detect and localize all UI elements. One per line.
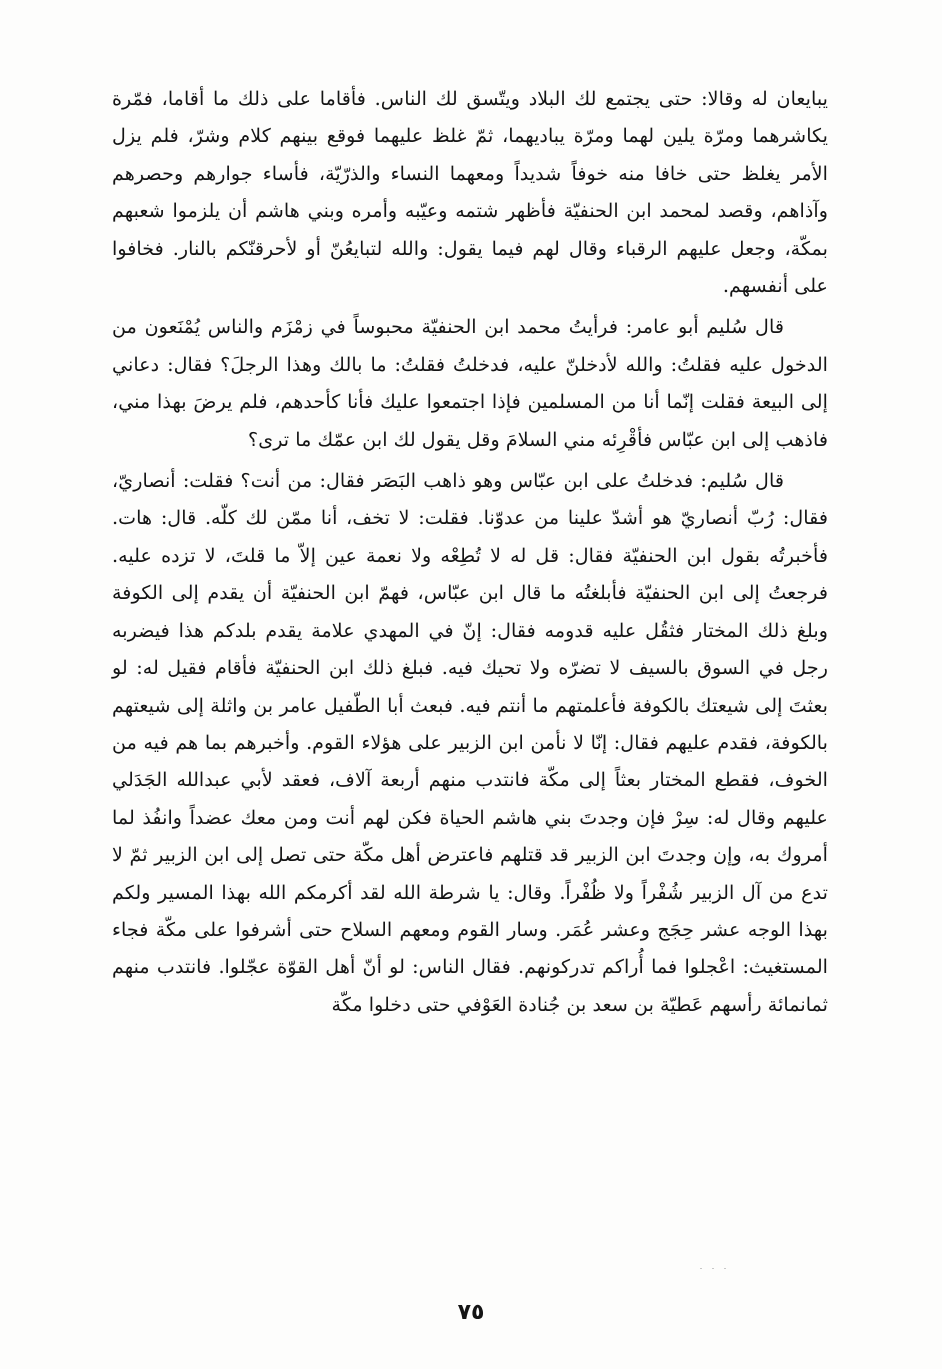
scan-speck [724, 1268, 726, 1269]
page-body-text [112, 80, 828, 1023]
scan-speck [712, 1268, 714, 1269]
page-number: ٧٥ [457, 1300, 485, 1325]
paragraph-1: يبايعان له وقالا: حتى يجتمع لك البلاد ويتّسق لك الناس. فأقاما على ذلك ما أقاما، فمّرة يكاشرهما ومرّة يلين لهما ومرّة يباديهما، ثمّ غلظ عليهما فوقع بينهم كلام وشرّ، فلم يزل الأمر يغلظ حتى خافا منه خوفاً شديداً ومعهما النساء والذرّيّة، فأساء جوارهم وحصرهم وآذاهم، وقصد لمحمد ابن الحنفيّة فأظهر شتمه وعيّبه وأمره وبني هاشم أن يلزموا شعبهم بمكّة، وجعل عليهم الرقباء وقال لهم فيما يقول: والله لتبايعُنّ أو لأحرقنّكم بالنار. فخافوا على أنفسهم. [112, 87, 828, 298]
paragraph-3: قال سُليم: فدخلتُ على ابن عبّاس وهو ذاهب البَصَر فقال: من أنت؟ فقلت: أنصاريّ، فقال: رُبّ أنصاريّ هو أشدّ علينا من عدوّنا. فقلت: لا تخف، أنا ممّن لك كلّه. قال: هات. فأخبرتُه بقول ابن الحنفيّة فقال: قل له لا تُطِعْه ولا نعمة عين إلاّ ما قلتَ، لا تزده عليه. فرجعتُ إلى ابن الحنفيّة فأبلغتُه ما قال ابن عبّاس، فهمّ ابن الحنفيّة أن يقدم إلى الكوفة وبلغ ذلك المختار فثقُل عليه قدومه فقال: إنّ في المهدي علامة يقدم بلدكم هذا فيضربه رجل في السوق بالسيف لا تضرّه ولا تحيك فيه. فبلغ ذلك ابن الحنفيّة فأقام فقيل له: لو بعثتَ إلى شيعتك بالكوفة فأعلمتهم ما أنتم فيه. فبعث أبا الطّفيل عامر بن واثلة إلى شيعتهم بالكوفة، فقدم عليهم فقال: إنّا لا نأمن ابن الزبير على هؤلاء القوم. وأخبرهم بما هم فيه من الخوف، فقطع المختار بعثاً إلى مكّة فانتدب منهم أربعة آلاف، فعقد لأبي عبدالله الجَدَلي عليهم وقال له: سِرْ فإن وجدتَ بني هاشم الحياة فكن لهم أنت ومن معك عضداً وانفُذ لما أمروك به، وإن وجدتَ ابن الزبير قد قتلهم فاعترض أهل مكّة حتى تصل إلى ابن الزبير ثمّ لا تدع من آل الزبير شُفْراً ولا ظُفْراً. وقال: يا شرطة الله لقد أكرمكم الله بهذا المسير ولكم بهذا الوجه عشر حِجَج وعشر عُمَر. وسار القوم ومعهم السلاح حتى أشرفوا على مكّة فجاء المستغيث: اعْجلوا فما أُراكم تدركونهم. فقال الناس: لو أنّ أهل القوّة عجّلوا. فانتدب منهم ثمانمائة رأسهم عَطيّة بن سعد بن جُنادة العَوْفي حتى دخلوا مكّة [112, 469, 828, 1016]
paragraph-2: قال سُليم أبو عامر: فرأيتُ محمد ابن الحنفيّة محبوساً في زمْزَم والناس يُمْنَعون من الدخول عليه فقلتُ: والله لأدخلنّ عليه، فدخلتُ فقلتُ: ما بالك وهذا الرجلَ؟ فقال: دعاني إلى البيعة فقلت إنّما أنا من المسلمين فإذا اجتمعوا عليك فأنا كأحدهم، فلم يرضَ بهذا مني، فاذهب إلى ابن عبّاس فأقْرِئه مني السلامَ وقل يقول لك ابن عمّك ما ترى؟ [112, 315, 828, 451]
scan-speck [700, 1268, 702, 1269]
